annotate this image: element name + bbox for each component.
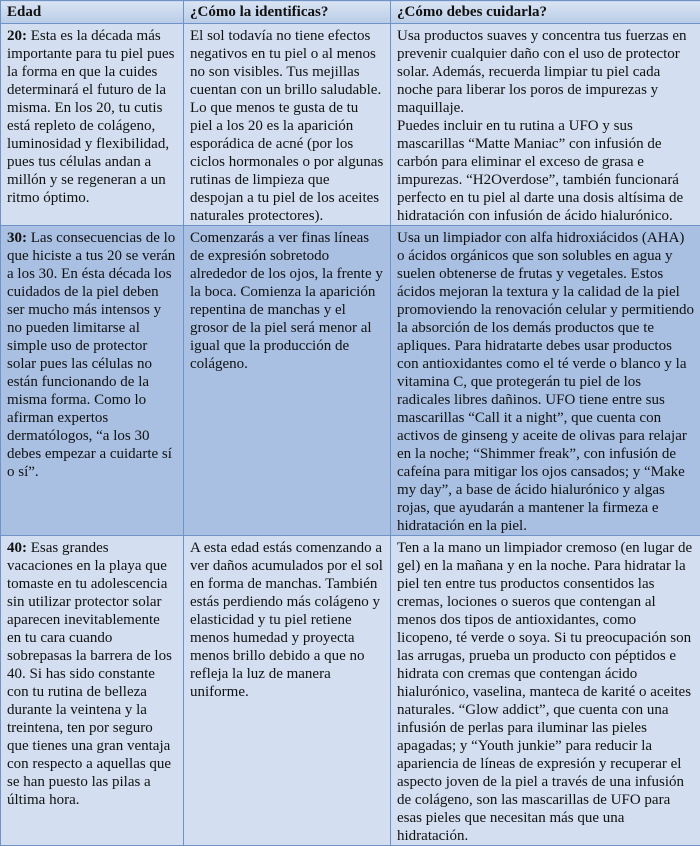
care-paragraph: Ten a la mano un limpiador cremoso (en lugar de gel) en la mañana y en la noche. Para hidratar la piel ten entre tus productos consentidos las cremas, lociones o sueros que contengan al menos dos tipos de antioxidantes, como licopeno, té verde o soya. Si tu preocupación son las arrugas, prueba un producto con péptidos e hidrata con cremas que contengan ácido hialurónico, vaselina, manteca de karité o aceites naturales. “Glow addict”, que cuenta con una infusión de perlas para iluminar las pieles apagadas; y “Youth junkie” para reducir la apariencia de líneas de expresión y recuperar el aspecto joven de la piel a través de una infusión de colágeno, son las mascarillas de UFO para esas pieles que necesitan más que una hidratación. <box>397 539 694 845</box>
age-description: Las consecuencias de lo que hiciste a tus 20 se verán a los 30. En ésta década los cuidados de la piel deben ser mucho más intensos y no pueden limitarse al simple uso de protector solar pues las células no están funcionando de la misma forma. Como lo afirman expertos dermatólogos, “a los 30 debes empezar a cuidarte sí o sí”. <box>7 230 175 480</box>
identify-cell: A esta edad estás comenzando a ver daños acumulados por el sol en forma de manchas. También estás perdiendo más colágeno y elasticidad y tu piel retiene menos humedad y proyecta menos brillo debido a que no refleja la luz de manera uniforme. <box>184 536 391 846</box>
age-cell <box>1 536 184 846</box>
header-care: ¿Cómo debes cuidarla? <box>391 1 700 24</box>
table-row-40 <box>1 536 700 846</box>
header-row <box>1 1 700 24</box>
header-edad: Edad <box>1 1 184 24</box>
age-label: 40: <box>7 540 27 556</box>
care-paragraph: Usa un limpiador con alfa hidroxiácidos (AHA) o ácidos orgánicos que son solubles en agua y suelen obtenerse de frutas y vegetales. Estos ácidos mejoran la textura y la calidad de la piel promoviendo la renovación celular y permitiendo la absorción de los demás productos que te apliques. Para hidratarte debes usar productos con antioxidantes como el té verde o blanco y la vitamina C, que protegerán tu piel de los radicales libres dañinos. UFO tiene entre sus mascarillas “Call it a night”, que cuenta con activos de ginseng y aceite de olivas para relajar en la noche; “Shimmer freak”, con infusión de cafeína para mitigar los ojos cansados; y “Make my day”, a base de ácido hialurónico y algas rojas, que ayudarán a mantener la firmeza e hidratación en la piel. <box>397 229 694 535</box>
care-paragraph: Usa productos suaves y concentra tus fuerzas en prevenir cualquier daño con el uso de protector solar. Además, recuerda limpiar tu piel cada noche para liberar los poros de impurezas y maquillaje. <box>397 27 694 117</box>
care-cell <box>391 24 700 226</box>
care-cell <box>391 226 700 536</box>
header-identify: ¿Cómo la identificas? <box>184 1 391 24</box>
age-description: Esas grandes vacaciones en la playa que tomaste en tu adolescencia sin utilizar protector solar aparecen inevitablemente en tu cara cuando sobrepasas la barrera de los 40. Si has sido constante con tu rutina de belleza durante la veintena y la treintena, ten por seguro que tienes una gran ventaja con respecto a aquellas que se han puesto las pilas a última hora. <box>7 540 172 808</box>
age-label: 30: <box>7 230 27 246</box>
age-cell <box>1 226 184 536</box>
age-label: 20: <box>7 28 27 44</box>
age-description: Esta es la década más importante para tu piel pues la forma en que la cuides determinará el futuro de la misma. En los 20, tu cutis está repleto de colágeno, luminosidad y flexibilidad, pues tus células andan a millón y se regeneran a un ritmo óptimo. <box>7 28 174 206</box>
identify-cell: El sol todavía no tiene efectos negativos en tu piel o al menos no son visibles. Tus mejillas cuentan con un brillo saludable. Lo que menos te gusta de tu piel a los 20 es la aparición esporádica de acné (por los ciclos hormonales o por algunas rutinas de limpieza que despojan a tu piel de los aceites naturales protectores). <box>184 24 391 226</box>
care-paragraph: Puedes incluir en tu rutina a UFO y sus mascarillas “Matte Maniac” con infusión de carbón para eliminar el exceso de grasa e impurezas. “H2Overdose”, también funcionará perfecto en tu piel al darte una dosis altísima de hidratación con infusión de ácido hialurónico. <box>397 117 694 225</box>
age-cell <box>1 24 184 226</box>
table-row-20 <box>1 24 700 226</box>
identify-cell: Comenzarás a ver finas líneas de expresión sobretodo alrededor de los ojos, la frente y la boca. Comienza la aparición repentina de manchas y el grosor de la piel será menor al igual que la producción de colágeno. <box>184 226 391 536</box>
table-row-30 <box>1 226 700 536</box>
care-cell <box>391 536 700 846</box>
